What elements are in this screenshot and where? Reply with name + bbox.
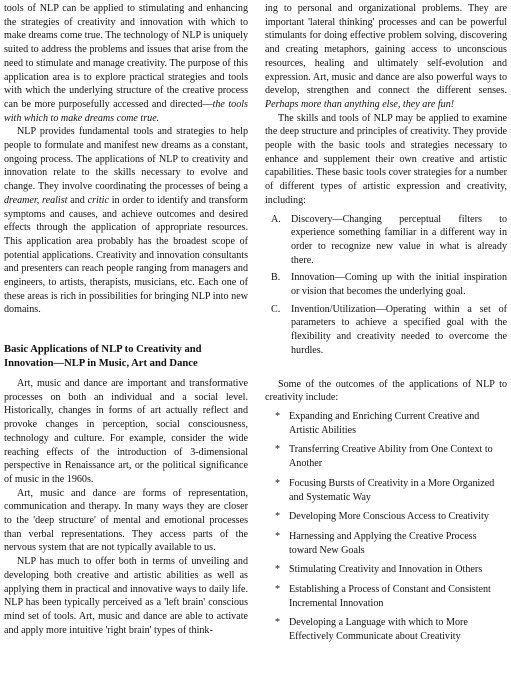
outcomes-list bbox=[265, 410, 507, 644]
paragraph: The skills and tools of NLP may be applied to examine the deep structure and principles of creativity. They provide people with the basic tools and strategies necessary to enhance and supplement their own creative and artistic capabilities. These basic tools cover strategies for a number of different types of artistic expression and creativity, including: bbox=[265, 112, 507, 206]
list-item: C. Invention/Utilization—Operating within a set of parameters to achieve a specified goal with the flexibility and creativity needed to overcome the hurdles. bbox=[271, 303, 507, 356]
paragraph: Art, music and dance are forms of representation, communication and therapy. In many ways they are closer to the 'deep structure' of mental and emotional processes than verbal representations. They access parts of the nervous system that are not typically available to us. bbox=[4, 487, 248, 554]
paragraph: tools of NLP can be applied to stimulating and enhancing the strategies of creativity and innovation with which to make dreams come true. The technology of NLP is uniquely suited to address the problems and issues that arise from the need to stimulate and manage creativity. The purpose of this application area is to explore practical strategies and tools with which the underlying structure of the creative process can be more purposefully accessed and directed—the tools with which to make dreams come true. bbox=[4, 3, 248, 124]
list-item: * Transferring Creative Ability from One Context to Another bbox=[275, 444, 493, 470]
right-column bbox=[265, 2, 507, 650]
list-item: * Harnessing and Applying the Creative Process toward New Goals bbox=[275, 530, 477, 556]
list-item: A. Discovery—Changing perceptual filters to experience something familiar in a different way in order to recognize new value in what is already there. bbox=[271, 213, 507, 266]
section-heading: Basic Applications of NLP to Creativity and Innovation—NLP in Music, Art and Dance bbox=[4, 344, 202, 369]
left-column bbox=[4, 2, 248, 637]
list-item: * Focusing Bursts of Creativity in a More Organized and Systematic Way bbox=[275, 477, 495, 503]
paragraph: NLP has much to offer both in terms of unveiling and developing both creative and artistic abilities as well as applying them in practical and innovative ways to daily life. NLP has been typically perceived as a 'left brain' conscious mind set of tools. Art, music and dance are able to activate and apply more intuitive 'right brain' types of think- bbox=[4, 556, 248, 636]
list-item: * Stimulating Creativity and Innovation in Others bbox=[275, 564, 483, 576]
paragraph: Art, music and dance are important and transformative processes on both an individual and a social level. Historically, changes in forms of art actually reflect and provoke changes in perception, social consciousness, technology and culture. For example, consider the wide reaching effects of the introduction of 3-dimensional perspective in Renaissance art, or the political significance of music in the 1960s. bbox=[4, 377, 248, 485]
creativity-types-list bbox=[265, 213, 507, 358]
paragraph: NLP provides fundamental tools and strategies to help people to formulate and manifest new dreams as a constant, ongoing process. The applications of NLP to creativity and innovation relate to the skills necessary to evolve and change. They involve coordinating the processes of being a dreamer, realist and critic in order to identify and transform symptoms and causes, and achieve outcomes and desired effects through the application of appropriate resources. This application area probably has the broadest scope of potential applications. Creativity and innovation consultants and presenters can reach people ranging from managers and engineers, to artists, therapists, musicians, etc. Each one of these areas is rich in possibilities for bringing NLP into new domains. bbox=[4, 126, 248, 316]
paragraph: ing to personal and organizational problems. They are important 'lateral thinking' processes and can be powerful stimulants for doing effective problem solving, discovering and creating metaphors, gaining access to unconscious resources, healing and ultimately self-evolution and expression. Art, music and dance are also powerful ways to develop, strengthen and connect the different senses. Perhaps more than anything else, they are fun! bbox=[265, 3, 507, 110]
list-item: B. Innovation—Coming up with the initial inspiration or vision that becomes the underlying goal. bbox=[271, 272, 507, 298]
list-item: * Developing a Language with which to More Effectively Communicate about Creativity bbox=[275, 617, 468, 643]
list-item: * Developing More Conscious Access to Creativity bbox=[275, 511, 489, 523]
list-item: * Expanding and Enriching Current Creative and Artistic Abilities bbox=[275, 410, 480, 436]
list-item: * Establishing a Process of Constant and Consistent Incremental Innovation bbox=[275, 584, 491, 609]
paragraph: Some of the outcomes of the applications of NLP to creativity include: bbox=[265, 378, 507, 404]
